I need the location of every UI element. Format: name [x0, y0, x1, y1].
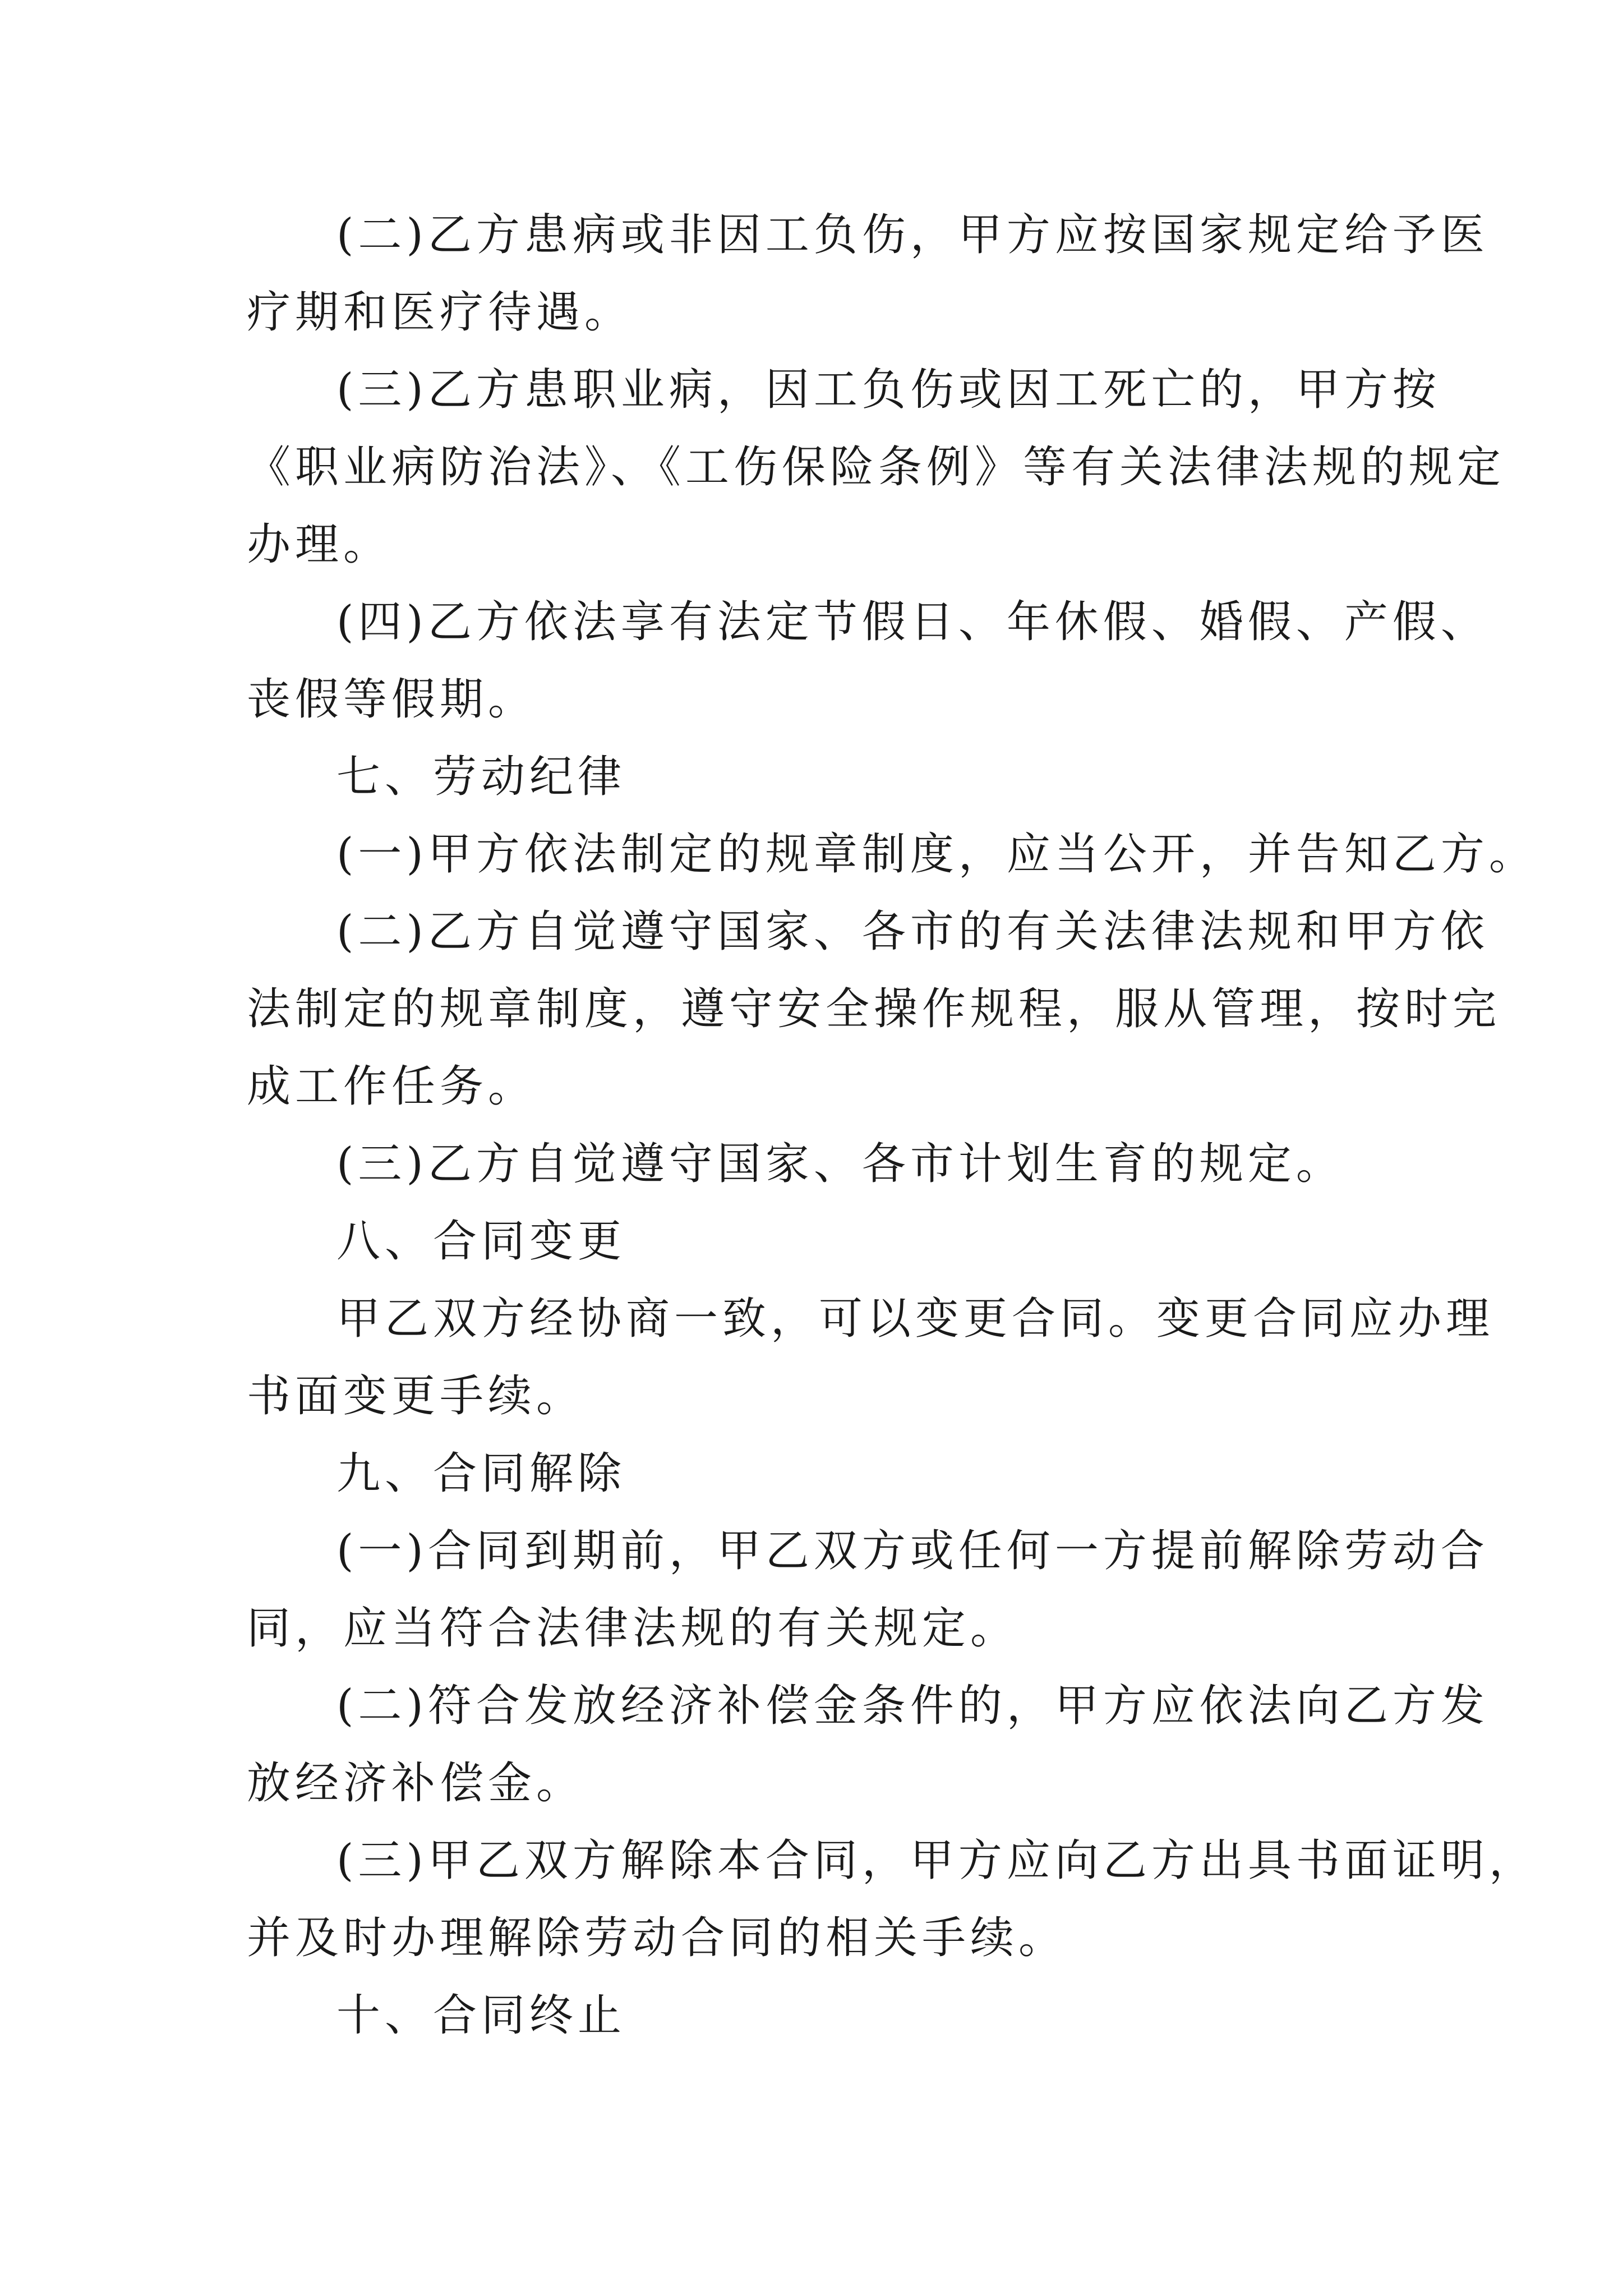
section-heading: 十、合同终止: [336, 1990, 626, 2041]
text-line: 成工作任务。: [247, 1061, 537, 1112]
text-line: 丧假等假期。: [247, 674, 537, 725]
text-line: (一)甲方依法制定的规章制度，应当公开，并告知乙方。: [336, 829, 1537, 880]
text-line: (三)乙方自觉遵守国家、各市计划生育的规定。: [336, 1139, 1344, 1189]
text-line: 书面变更手续。: [247, 1371, 585, 1421]
text-line: 《职业病防治法》、《工伤保险条例》等有关法律法规的规定: [247, 442, 1506, 493]
text-line: 办理。: [247, 519, 392, 570]
text-line: (二)乙方自觉遵守国家、各市的有关法律法规和甲方依: [336, 907, 1489, 957]
text-line: 放经济补偿金。: [247, 1758, 585, 1809]
text-line: 疗期和医疗待遇。: [247, 287, 633, 338]
text-line: (二)乙方患病或非因工负伤，甲方应按国家规定给予医: [336, 210, 1489, 260]
section-heading: 七、劳动纪律: [336, 752, 626, 802]
text-line: (三)甲乙双方解除本合同，甲方应向乙方出具书面证明，: [336, 1835, 1537, 1886]
section-heading: 九、合同解除: [336, 1448, 626, 1499]
section-heading: 八、合同变更: [336, 1216, 626, 1267]
text-line: (二)符合发放经济补偿金条件的，甲方应依法向乙方发: [336, 1681, 1489, 1731]
text-line: 同，应当符合法律法规的有关规定。: [247, 1603, 1019, 1654]
text-line: 甲乙双方经协商一致，可以变更合同。变更合同应办理: [336, 1294, 1495, 1344]
text-line: 并及时办理解除劳动合同的相关手续。: [247, 1913, 1067, 1963]
text-line: (三)乙方患职业病，因工负伤或因工死亡的，甲方按: [336, 365, 1441, 415]
text-line: (四)乙方依法享有法定节假日、年休假、婚假、产假、: [336, 597, 1489, 647]
text-line: 法制定的规章制度，遵守安全操作规程，服从管理，按时完: [247, 984, 1501, 1034]
text-line: (一)合同到期前，甲乙双方或任何一方提前解除劳动合: [336, 1526, 1489, 1576]
